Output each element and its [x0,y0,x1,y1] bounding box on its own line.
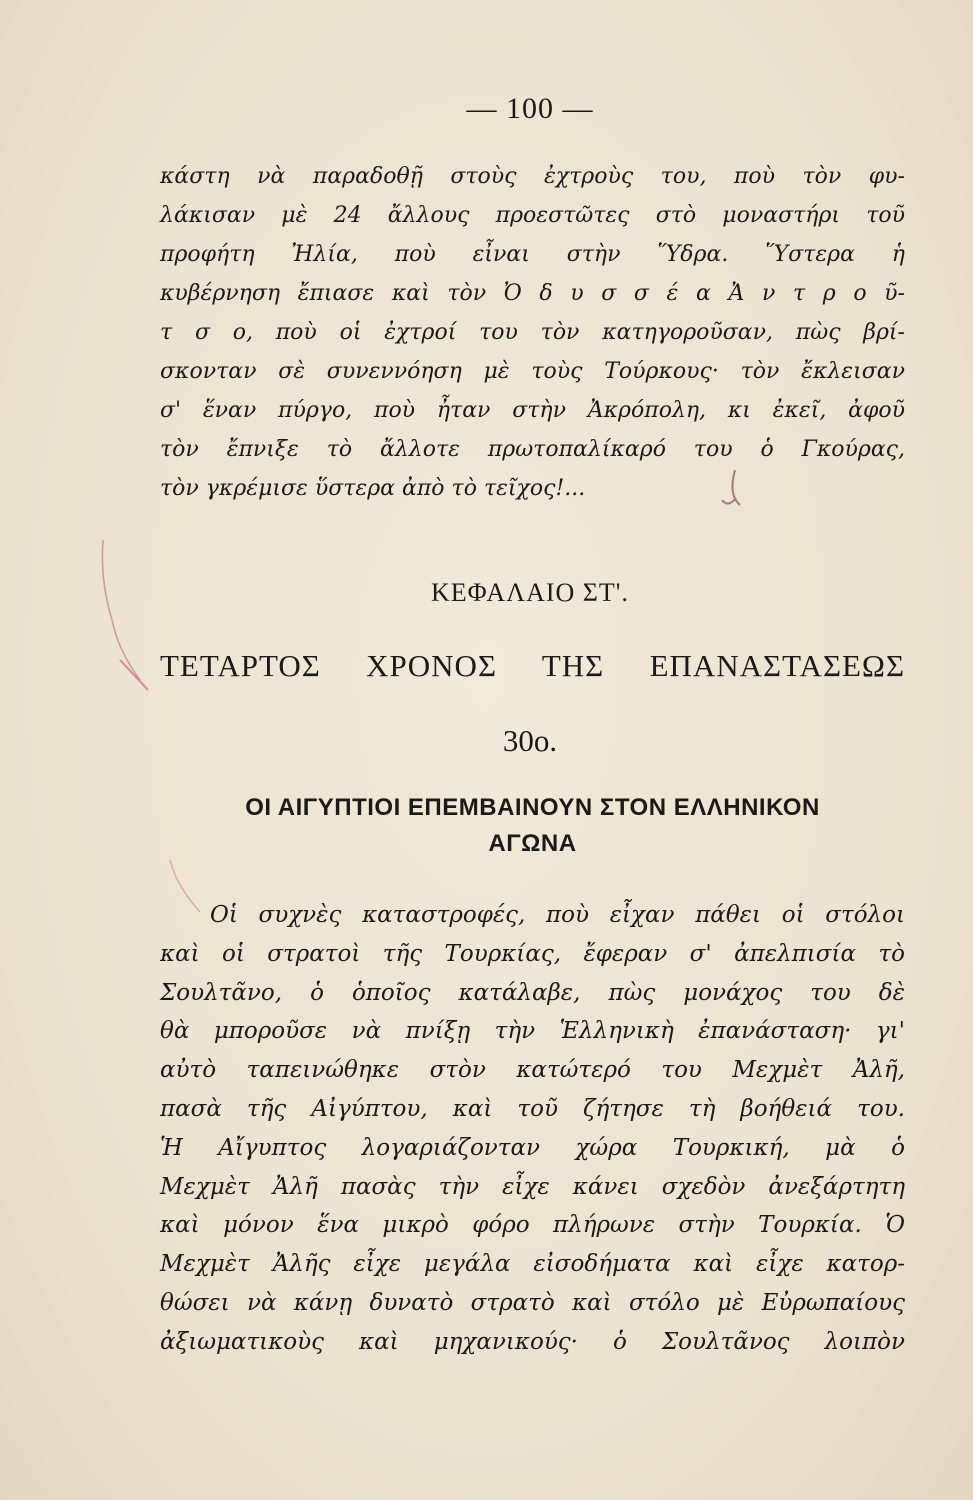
text-line: Σουλτᾶνο, ὁ ὁποῖος κατάλαβε, πὼς μονάχος του δὲ [160,979,905,1006]
text-line: αὐτὸ ταπεινώθηκε στὸν κατώτερό του Μεχμὲτ Ἀλῆ, [160,1057,905,1084]
text-line: καὶ οἱ στρατοὶ τῆς Τουρκίας, ἔφεραν σ' ἀπελπισία τὸ [160,940,905,967]
text-line: Οἱ συχνὲς καταστροφές, ποὺ εἶχαν πάθει οἱ στόλοι [210,902,905,928]
chapter-label: ΚΕΦΑΛΑΙΟ ΣΤ'. [431,578,629,607]
section-heading-line: ΑΓΩΝΑ [488,830,577,857]
pencil-mark-margin [102,540,140,680]
text-line: τὸν ἔπνιξε τὸ ἄλλοτε πρωτοπαλίκαρό του ὁ Γκούρας, [160,437,905,462]
text-line: τ σ ο, ποὺ οἱ ἐχτροί του τὸν κατηγοροῦσαν, πὼς βρί- [160,320,905,345]
text-line: τὸν γκρέμισε ὕστερα ἀπὸ τὸ τεῖχος!... [160,476,586,501]
paragraph-main [160,896,905,1362]
text-line: κάστη νὰ παραδοθῇ στοὺς ἐχτροὺς του, ποὺ τὸν φυ- [160,164,905,189]
section-heading-line: ΟΙ ΑΙΓΥΠΤΙΟΙ ΕΠΕΜΒΑΙΝΟΥΝ ΣΤΟΝ ΕΛΛΗΝΙΚΟΝ [245,794,820,821]
text-line: Μεχμὲτ Ἀλῆ πασὰς τὴν εἶχε κάνει σχεδὸν ἀνεξάρτητη [160,1173,905,1200]
text-line: σ' ἕναν πύργο, ποὺ ἦταν στὴν Ἀκρόπολη, κι ἐκεῖ, ἀφοῦ [160,398,905,423]
text-line: πασὰ τῆς Αἰγύπτου, καὶ τοῦ ζήτησε τὴ βοήθειά του. [160,1095,905,1122]
text-line: Μεχμὲτ Ἀλῆς εἶχε μεγάλα εἰσοδήματα καὶ εἶχε κατορ- [160,1251,905,1278]
section-number: 30ο. [502,723,558,758]
text-line: κυβέρνηση ἔπιασε καὶ τὸν Ὀ δ υ σ σ έ α Ἀ ν τ ρ ο ῦ- [160,281,905,306]
text-line: σκονταν σὲ συνεννόηση μὲ τοὺς Τούρκους· τὸν ἔκλεισαν [160,359,905,384]
chapter-title: ΤΕΤΑΡΤΟΣ ΧΡΟΝΟΣ ΤΗΣ ΕΠΑΝΑΣΤΑΣΕΩΣ [160,648,905,683]
text-line: λάκισαν μὲ 24 ἄλλους προεστῶτες στὸ μοναστήρι τοῦ [160,203,905,228]
pencil-mark-margin-2 [120,660,148,690]
text-line: θὰ μποροῦσε νὰ πνίξῃ τὴν Ἑλληνικὴ ἐπανάσταση· γι' [160,1018,905,1045]
page-number: — 100 — [466,92,594,125]
text-line: προφήτη Ἠλία, ποὺ εἶναι στὴν Ὕδρα. Ὕστερα ἡ [160,242,905,267]
paragraph-continuation [160,157,905,508]
text-line: ἀξιωματικοὺς καὶ μηχανικούς· ὁ Σουλτᾶνος λοιπὸν [160,1328,905,1355]
text-line: Ἡ Αἴγυπτος λογαριάζονταν χώρα Τουρκική, μὰ ὁ [160,1134,905,1161]
section-heading [160,790,905,862]
text-line: καὶ μόνον ἕνα μικρὸ φόρο πλήρωνε στὴν Τουρκία. Ὁ [160,1212,905,1239]
text-line: θώσει νὰ κάνῃ δυνατὸ στρατὸ καὶ στόλο μὲ Εὐρωπαίους [160,1289,905,1316]
